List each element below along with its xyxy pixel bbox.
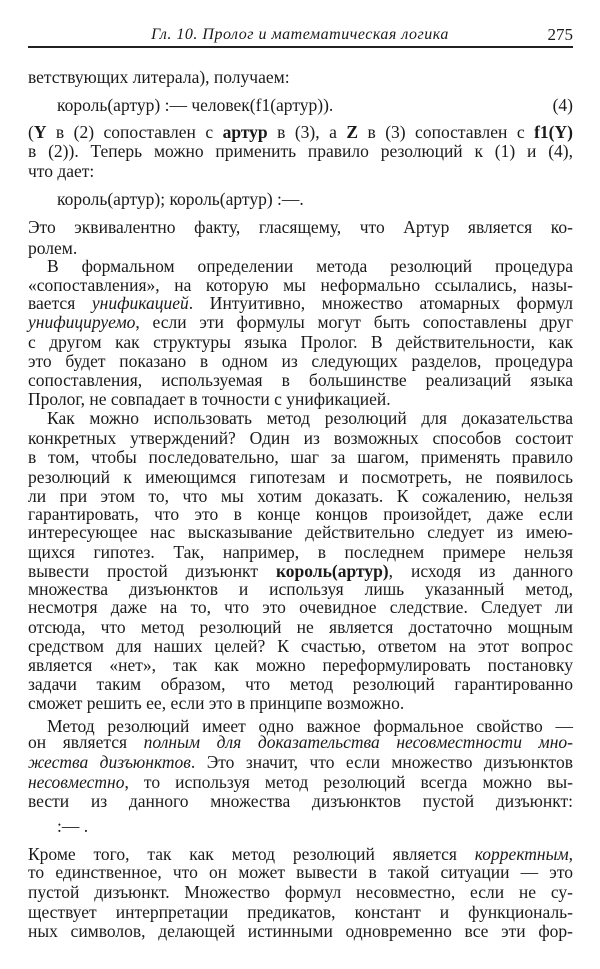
italic-text: унифицируемо bbox=[28, 312, 136, 332]
text-line bbox=[28, 844, 573, 864]
text-segment: ( bbox=[28, 122, 34, 142]
text-line bbox=[28, 504, 573, 524]
text-line bbox=[28, 693, 573, 713]
text-line bbox=[28, 122, 573, 142]
text-line bbox=[28, 428, 573, 448]
text-segment: гарантировать, что это в конце концов произойдет, даже если bbox=[28, 504, 573, 524]
text-segment: Метод резолюций имеет одно важное формальное свойство — bbox=[47, 716, 573, 736]
text-segment: в (2)). Теперь можно применить правило резолюций к (1) и (4), bbox=[28, 141, 573, 161]
text-line bbox=[28, 902, 573, 922]
text-line bbox=[28, 772, 573, 792]
text-segment: ветствующих литерала), получаем: bbox=[28, 67, 290, 87]
page-number: 275 bbox=[547, 25, 573, 44]
text-line bbox=[28, 732, 573, 752]
text-segment: множества дизъюнктов и используя лишь указанный метод, bbox=[28, 579, 573, 599]
text-line bbox=[47, 256, 573, 276]
text-segment: король(артур); король(артур) :—. bbox=[57, 189, 304, 209]
text-line bbox=[28, 217, 573, 237]
italic-text: полным для доказательства несовместности мно- bbox=[143, 732, 573, 752]
text-segment: задачи таким образом, что метод резолюций гарантированно bbox=[28, 674, 573, 694]
text-line bbox=[28, 312, 573, 332]
text-segment: средством для наших целей? К счастью, ответом на этот вопрос bbox=[28, 636, 573, 656]
text-line bbox=[28, 752, 573, 772]
text-segment: «сопоставления», на которую мы неформально ссылались, назы- bbox=[28, 275, 573, 295]
text-segment: резолюций к имеющимся гипотезам и посмотреть, не появилось bbox=[28, 467, 573, 487]
formula-line bbox=[57, 816, 573, 836]
text-segment: это будет показано в одном из следующих разделов, процедура bbox=[28, 351, 573, 371]
text-line bbox=[28, 561, 573, 581]
text-segment: вается bbox=[28, 293, 92, 313]
text-segment: с другом как структуры языка Пролог. В действительности, как bbox=[28, 332, 573, 352]
text-line bbox=[28, 882, 573, 902]
text-segment: ществует интерпретации предикатов, констант и функциональ- bbox=[28, 902, 573, 922]
text-line bbox=[28, 579, 573, 599]
text-line bbox=[47, 408, 573, 428]
text-line bbox=[28, 486, 573, 506]
bold-text: артур bbox=[222, 122, 268, 142]
text-segment: в (2) сопоставлен с bbox=[46, 122, 223, 142]
bold-text: Z bbox=[346, 122, 359, 142]
text-segment: , то используя метод резолюций всегда можно вы- bbox=[124, 772, 573, 792]
text-line bbox=[28, 597, 573, 617]
text-segment: конкретных утверждений? Один из возможных способов состоит bbox=[28, 428, 573, 448]
text-segment: вывести простой дизъюнкт bbox=[28, 561, 276, 581]
equation-number: (4) bbox=[552, 95, 573, 115]
text-segment: отсюда, что метод резолюций не является достаточно мощным bbox=[28, 617, 573, 637]
text-line bbox=[28, 921, 573, 941]
text-segment: пустой дизъюнкт. Множество формул несовместно, если не су- bbox=[28, 882, 573, 902]
text-line bbox=[28, 332, 573, 352]
text-segment: интересующее нас высказывание действительно следует из имею- bbox=[28, 522, 573, 542]
text-segment: является «нет», так как можно переформулировать постановку bbox=[28, 655, 573, 675]
text-segment: то единственное, что он может вывести в такой ситуации — это bbox=[28, 862, 573, 882]
bold-text: Y bbox=[33, 122, 47, 142]
text-line bbox=[28, 522, 573, 542]
text-line bbox=[28, 293, 573, 313]
italic-text: корректным bbox=[474, 844, 569, 864]
text-segment: ли при этом то, что мы хотим доказать. К сожалению, нельзя bbox=[28, 486, 573, 506]
text-line bbox=[28, 275, 573, 295]
text-segment: . Это значит, что если множество дизъюнктов bbox=[190, 752, 573, 772]
text-line bbox=[28, 791, 573, 811]
text-line bbox=[28, 655, 573, 675]
header-rule bbox=[28, 46, 573, 48]
bold-text: f1(Y) bbox=[534, 122, 573, 142]
text-line bbox=[28, 238, 573, 258]
text-segment: , если эти формулы могут быть сопоставлены друг bbox=[135, 312, 573, 332]
italic-text: несовместно bbox=[28, 772, 125, 792]
text-line bbox=[28, 67, 573, 87]
text-segment: , bbox=[568, 844, 573, 864]
text-line bbox=[28, 351, 573, 371]
text-line bbox=[28, 674, 573, 694]
text-segment: вести из данного множества дизъюнктов пустой дизъюнкт: bbox=[28, 791, 573, 811]
formula-line bbox=[57, 95, 573, 115]
text-segment: ных символов, делающей истинными одновременно все эти фор- bbox=[28, 921, 573, 941]
text-segment: король(артур) :— человек(f1(артур)). bbox=[57, 95, 334, 115]
formula-line bbox=[57, 189, 573, 209]
text-line bbox=[28, 161, 573, 181]
text-segment: сопоставления, используемая в большинстве реализаций языка bbox=[28, 370, 573, 390]
bold-text: король(артур) bbox=[275, 561, 389, 581]
text-segment: , исходя из данного bbox=[388, 561, 574, 581]
text-segment: В формальном определении метода резолюций процедура bbox=[47, 256, 573, 276]
text-segment: Пролог, не совпадает в точности с унификацией. bbox=[28, 389, 391, 409]
text-line bbox=[28, 862, 573, 882]
text-segment: он является bbox=[28, 732, 144, 752]
text-segment: в том, чтобы последовательно, шаг за шагом, применять правило bbox=[28, 447, 573, 467]
chapter-title: Гл. 10. Пролог и математическая логика bbox=[151, 26, 449, 43]
text-segment: в (3), а bbox=[267, 122, 347, 142]
text-segment: в (3) сопоставлен с bbox=[358, 122, 535, 142]
text-segment: что дает: bbox=[28, 161, 95, 181]
text-line bbox=[28, 636, 573, 656]
text-segment: щихся гипотез. Так, например, в последнем примере нельзя bbox=[28, 542, 573, 562]
text-segment: :— . bbox=[57, 816, 89, 836]
text-line bbox=[28, 389, 573, 409]
text-line bbox=[28, 542, 573, 562]
text-segment: ролем. bbox=[28, 238, 78, 258]
text-segment: . Интуитивно, множество атомарных формул bbox=[188, 293, 573, 313]
text-segment: несмотря даже на то, что это очевидное следствие. Следует ли bbox=[28, 597, 573, 617]
text-segment: Кроме того, так как метод резолюций является bbox=[28, 844, 475, 864]
text-segment: Это эквивалентно факту, гласящему, что Артур является ко- bbox=[28, 217, 573, 237]
text-line bbox=[28, 467, 573, 487]
italic-text: унификацией bbox=[91, 293, 189, 313]
text-segment: Как можно использовать метод резолюций для доказательства bbox=[47, 408, 573, 428]
text-line bbox=[28, 447, 573, 467]
italic-text: жества дизъюнктов bbox=[28, 752, 191, 772]
text-line bbox=[28, 141, 573, 161]
text-line bbox=[28, 370, 573, 390]
text-segment: сможет решить ее, если это в принципе возможно. bbox=[28, 693, 405, 713]
text-line bbox=[28, 617, 573, 637]
